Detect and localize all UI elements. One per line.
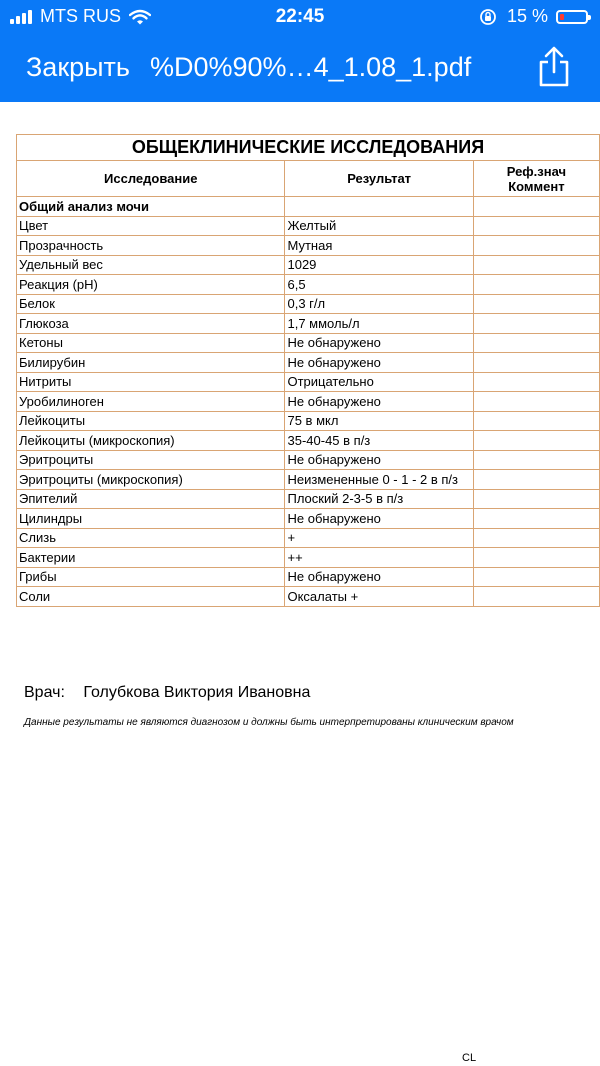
clock: 22:45 xyxy=(275,6,325,27)
test-result: 0,3 г/л xyxy=(285,294,473,314)
test-name: Глюкоза xyxy=(17,314,285,334)
test-name: Бактерии xyxy=(17,548,285,568)
test-name: Эпителий xyxy=(17,489,285,509)
test-reference xyxy=(473,528,599,548)
test-result: Не обнаружено xyxy=(285,567,473,587)
test-result: Не обнаружено xyxy=(285,392,473,412)
table-row xyxy=(17,216,600,236)
test-result: ++ xyxy=(285,548,473,568)
status-bar xyxy=(0,0,600,34)
test-result: Не обнаружено xyxy=(285,353,473,373)
test-name: Цилиндры xyxy=(17,509,285,529)
table-row xyxy=(17,372,600,392)
rotation-lock-icon xyxy=(479,8,497,26)
test-result: Плоский 2-3-5 в п/з xyxy=(285,489,473,509)
test-name: Эритроциты (микроскопия) xyxy=(17,470,285,490)
test-reference xyxy=(473,431,599,451)
test-result: Отрицательно xyxy=(285,372,473,392)
pdf-page[interactable] xyxy=(0,102,600,1066)
table-row xyxy=(17,528,600,548)
test-reference xyxy=(473,216,599,236)
test-reference xyxy=(473,255,599,275)
test-name: Кетоны xyxy=(17,333,285,353)
test-reference xyxy=(473,470,599,490)
group-title: Общий анализ мочи xyxy=(17,197,285,217)
test-name: Цвет xyxy=(17,216,285,236)
table-row xyxy=(17,275,600,295)
test-result: + xyxy=(285,528,473,548)
test-result: 35-40-45 в п/з xyxy=(285,431,473,451)
app-header xyxy=(0,0,600,102)
test-name: Билирубин xyxy=(17,353,285,373)
test-name: Удельный вес xyxy=(17,255,285,275)
doctor-line xyxy=(24,684,310,702)
test-name: Реакция (pH) xyxy=(17,275,285,295)
table-row xyxy=(17,431,600,451)
table-row xyxy=(17,294,600,314)
disclaimer-text: Данные результаты не являются диагнозом и должны быть интерпретированы клиническим врачом xyxy=(24,717,514,728)
test-reference xyxy=(473,392,599,412)
test-result: 6,5 xyxy=(285,275,473,295)
table-header-row xyxy=(17,161,600,197)
results-rows xyxy=(17,216,600,606)
doctor-name: Голубкова Виктория Ивановна xyxy=(83,684,311,701)
battery-percent: 15 % xyxy=(506,6,548,26)
test-result: Мутная xyxy=(285,236,473,256)
test-reference xyxy=(473,372,599,392)
test-result: 75 в мкл xyxy=(285,411,473,431)
test-reference xyxy=(473,548,599,568)
share-icon[interactable] xyxy=(536,46,572,88)
battery-level xyxy=(560,14,564,20)
doctor-label: Врач: xyxy=(24,684,65,701)
test-name: Лейкоциты (микроскопия) xyxy=(17,431,285,451)
table-row xyxy=(17,255,600,275)
table-row xyxy=(17,548,600,568)
results-table xyxy=(16,134,600,607)
group-ref-cell xyxy=(473,197,599,217)
table-row xyxy=(17,509,600,529)
battery-icon xyxy=(556,10,588,24)
test-reference xyxy=(473,333,599,353)
table-row xyxy=(17,314,600,334)
test-reference xyxy=(473,275,599,295)
test-result: Желтый xyxy=(285,216,473,236)
test-name: Эритроциты xyxy=(17,450,285,470)
test-reference xyxy=(473,353,599,373)
column-header-result: Результат xyxy=(285,161,473,197)
test-name: Соли xyxy=(17,587,285,607)
table-row xyxy=(17,489,600,509)
test-result: 1029 xyxy=(285,255,473,275)
test-result: Не обнаружено xyxy=(285,450,473,470)
table-row xyxy=(17,450,600,470)
test-result: Оксалаты + xyxy=(285,587,473,607)
test-reference xyxy=(473,314,599,334)
test-name: Лейкоциты xyxy=(17,411,285,431)
section-title: ОБЩЕКЛИНИЧЕСКИЕ ИССЛЕДОВАНИЯ xyxy=(17,135,600,161)
table-row xyxy=(17,567,600,587)
table-row xyxy=(17,392,600,412)
group-row xyxy=(17,197,600,217)
group-result-cell xyxy=(285,197,473,217)
test-result: 1,7 ммоль/л xyxy=(285,314,473,334)
carrier-name: MTS RUS xyxy=(40,6,121,26)
test-reference xyxy=(473,411,599,431)
table-row xyxy=(17,587,600,607)
status-right xyxy=(479,6,588,27)
test-reference xyxy=(473,489,599,509)
test-reference xyxy=(473,450,599,470)
test-reference xyxy=(473,294,599,314)
footer-code: CL xyxy=(462,1052,477,1064)
test-name: Прозрачность xyxy=(17,236,285,256)
test-name: Грибы xyxy=(17,567,285,587)
column-header-reference-line2: Коммент xyxy=(508,178,565,194)
table-row xyxy=(17,411,600,431)
table-title-row xyxy=(17,135,600,161)
test-name: Нитриты xyxy=(17,372,285,392)
table-row xyxy=(17,333,600,353)
test-name: Слизь xyxy=(17,528,285,548)
close-button[interactable]: Закрыть xyxy=(26,52,130,82)
test-result: Не обнаружено xyxy=(285,333,473,353)
table-row xyxy=(17,236,600,256)
table-row xyxy=(17,470,600,490)
test-result: Неизмененные 0 - 1 - 2 в п/з xyxy=(285,470,473,490)
test-name: Уробилиноген xyxy=(17,392,285,412)
document-title: %D0%90%…4_1.08_1.pdf xyxy=(150,52,472,82)
test-result: Не обнаружено xyxy=(285,509,473,529)
test-reference xyxy=(473,587,599,607)
test-reference xyxy=(473,509,599,529)
column-header-reference-line1: Реф.знач xyxy=(506,163,567,179)
test-reference xyxy=(473,236,599,256)
column-header-test: Исследование xyxy=(17,161,285,197)
test-reference xyxy=(473,567,599,587)
table-row xyxy=(17,353,600,373)
test-name: Белок xyxy=(17,294,285,314)
column-header-reference xyxy=(473,161,599,197)
